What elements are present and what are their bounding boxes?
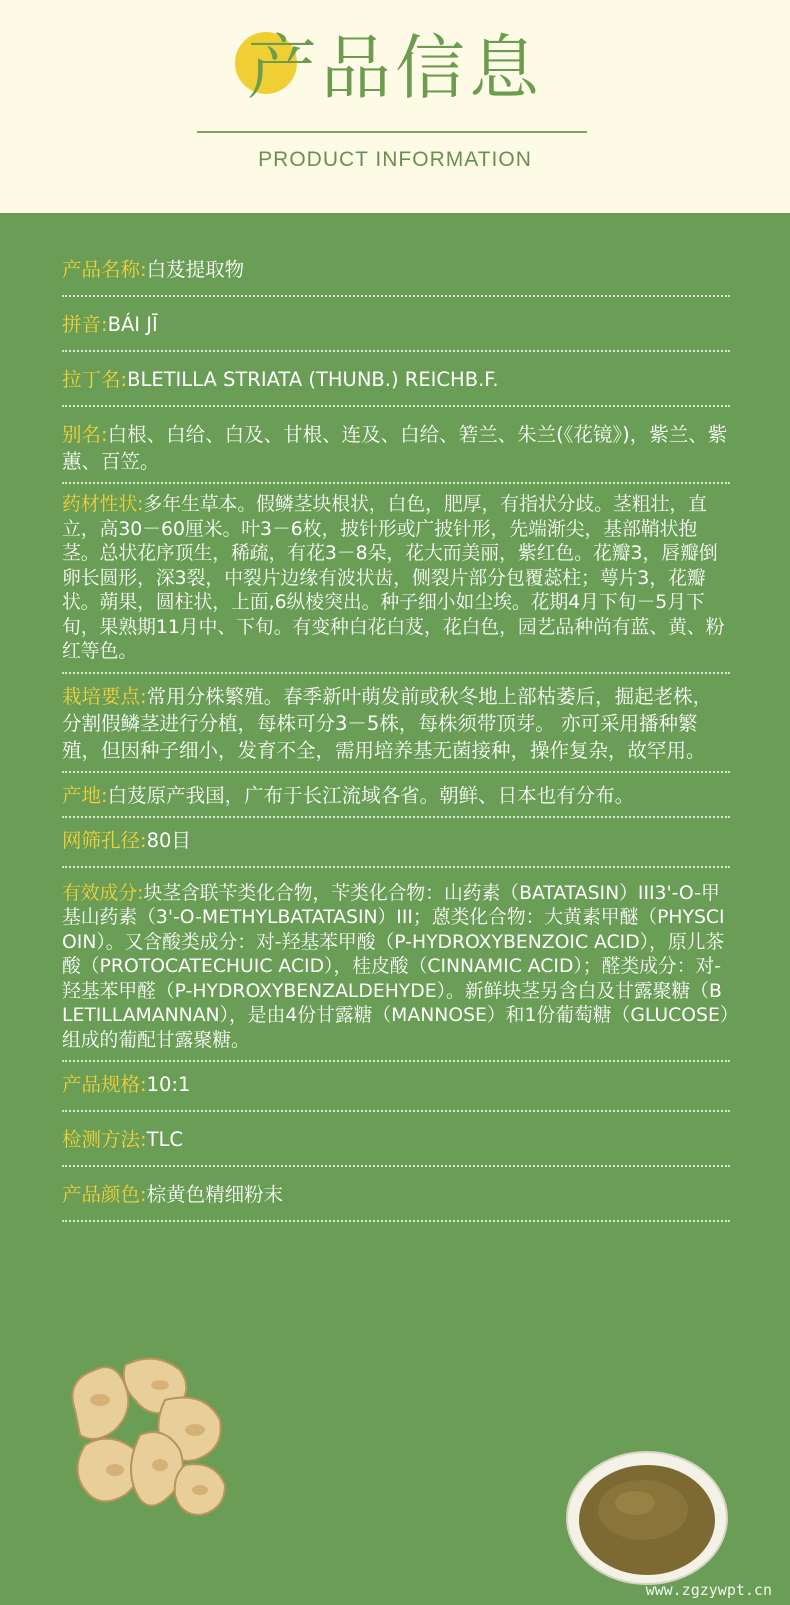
info-row-color <box>62 1181 730 1222</box>
info-label: 产品规格: <box>62 1073 147 1096</box>
info-value: 白芨原产我国，广布于长江流域各省。朝鲜、日本也有分布。 <box>107 783 635 807</box>
info-row-latin-name <box>62 366 730 407</box>
info-value: 棕黄色精细粉末 <box>146 1183 284 1206</box>
info-label: 产品名称: <box>62 258 147 281</box>
info-value: 多年生草本。假鳞茎块根状，白色，肥厚，有指状分歧。茎粗壮，直立，高30－60厘米。叶3－6枚，披针形或广披针形，先端渐尖，基部鞘状抱茎。总状花序顶生，稀疏，有花3－8朵，花大而美丽，紫红色。花瓣3，唇瓣倒卵长圆形，深3裂，中裂片边缘有波状齿，侧裂片部分包覆蕊柱；萼片3，花瓣状。蒴果，圆柱状，上面,6纵棱突出。种子细小如尘埃。花期4月下旬－5月下旬，果熟期11月中、下旬。有变种白花白芨，花白色，园艺品种尚有蓝、黄、粉红等色。 <box>62 494 725 662</box>
header <box>0 0 790 213</box>
info-row-mesh-size <box>62 827 730 868</box>
info-value: 白芨提取物 <box>146 258 245 281</box>
info-label: 拼音: <box>62 313 108 336</box>
info-row-characteristics <box>62 493 730 674</box>
info-label: 别名: <box>62 423 108 446</box>
title-divider <box>197 131 587 133</box>
info-label: 产地: <box>62 783 108 807</box>
info-row-active-ingredients <box>62 882 730 1063</box>
info-label: 产品颜色: <box>62 1183 147 1206</box>
dried-bletilla-root-image <box>55 1350 235 1525</box>
info-label: 拉丁名: <box>62 368 128 391</box>
info-row-specification <box>62 1071 730 1112</box>
info-label: 药材性状: <box>62 494 144 515</box>
info-label: 有效成分: <box>62 882 144 904</box>
info-value: 块茎含联苄类化合物，苄类化合物：山药素（BATATASIN）III3'-O-甲基山药素（3'-O-METHYLBATATASIN）III；蒽类化合物：大黄素甲醚（PHYSCIOIN）。又含酸类成分：对-羟基苯甲酸（P-HYDROXYBENZOIC ACID），原儿茶酸（PROTOCATECHUIC ACID），桂皮酸（CINNAMIC ACID）；醛类成分：对-羟基苯甲醛（P-HYDROXYBENZALDEHYDE）。新鲜块茎另含白及甘露聚糖（BLETILLAMANNAN），是由4份甘露糖（MANNOSE）和1份葡萄糖（GLUCOSE）组成的葡配甘露聚糖。 <box>62 882 730 1051</box>
info-row-alias <box>62 421 730 484</box>
info-value: 80目 <box>146 828 191 852</box>
info-value: TLC <box>146 1128 183 1151</box>
page-subtitle: PRODUCT INFORMATION <box>258 148 532 171</box>
product-images <box>0 1350 790 1605</box>
powder-dish-image <box>565 1438 730 1588</box>
page-title: 产品信息 <box>247 27 543 109</box>
info-value: 常用分株繁殖。春季新叶萌发前或秋冬地上部枯萎后，掘起老株，分割假鳞茎进行分植，每株可分3－5株，每株须带顶芽。 亦可采用播种繁殖，但因种子细小，发育不全，需用培养基无菌接种，操作复杂，故罕用。 <box>62 684 713 762</box>
info-label: 网筛孔径: <box>62 828 147 852</box>
watermark: www.zgzywpt.cn <box>645 1581 772 1599</box>
info-label: 检测方法: <box>62 1128 147 1151</box>
product-info-list <box>62 256 730 1236</box>
info-label: 栽培要点: <box>62 684 147 708</box>
info-value: 白根、白给、白及、甘根、连及、白给、箬兰、朱兰(《花镜》)，紫兰、紫蕙、百笠。 <box>62 423 728 473</box>
info-value: 10:1 <box>146 1073 191 1096</box>
info-value: BLETILLA STRIATA (THUNB.) REICHB.F. <box>127 368 499 391</box>
info-row-cultivation <box>62 683 730 773</box>
info-row-origin <box>62 782 730 818</box>
info-row-pinyin <box>62 311 730 352</box>
info-value: BÁI JĪ <box>107 313 158 336</box>
info-row-test-method <box>62 1126 730 1167</box>
info-row-product-name <box>62 256 730 297</box>
